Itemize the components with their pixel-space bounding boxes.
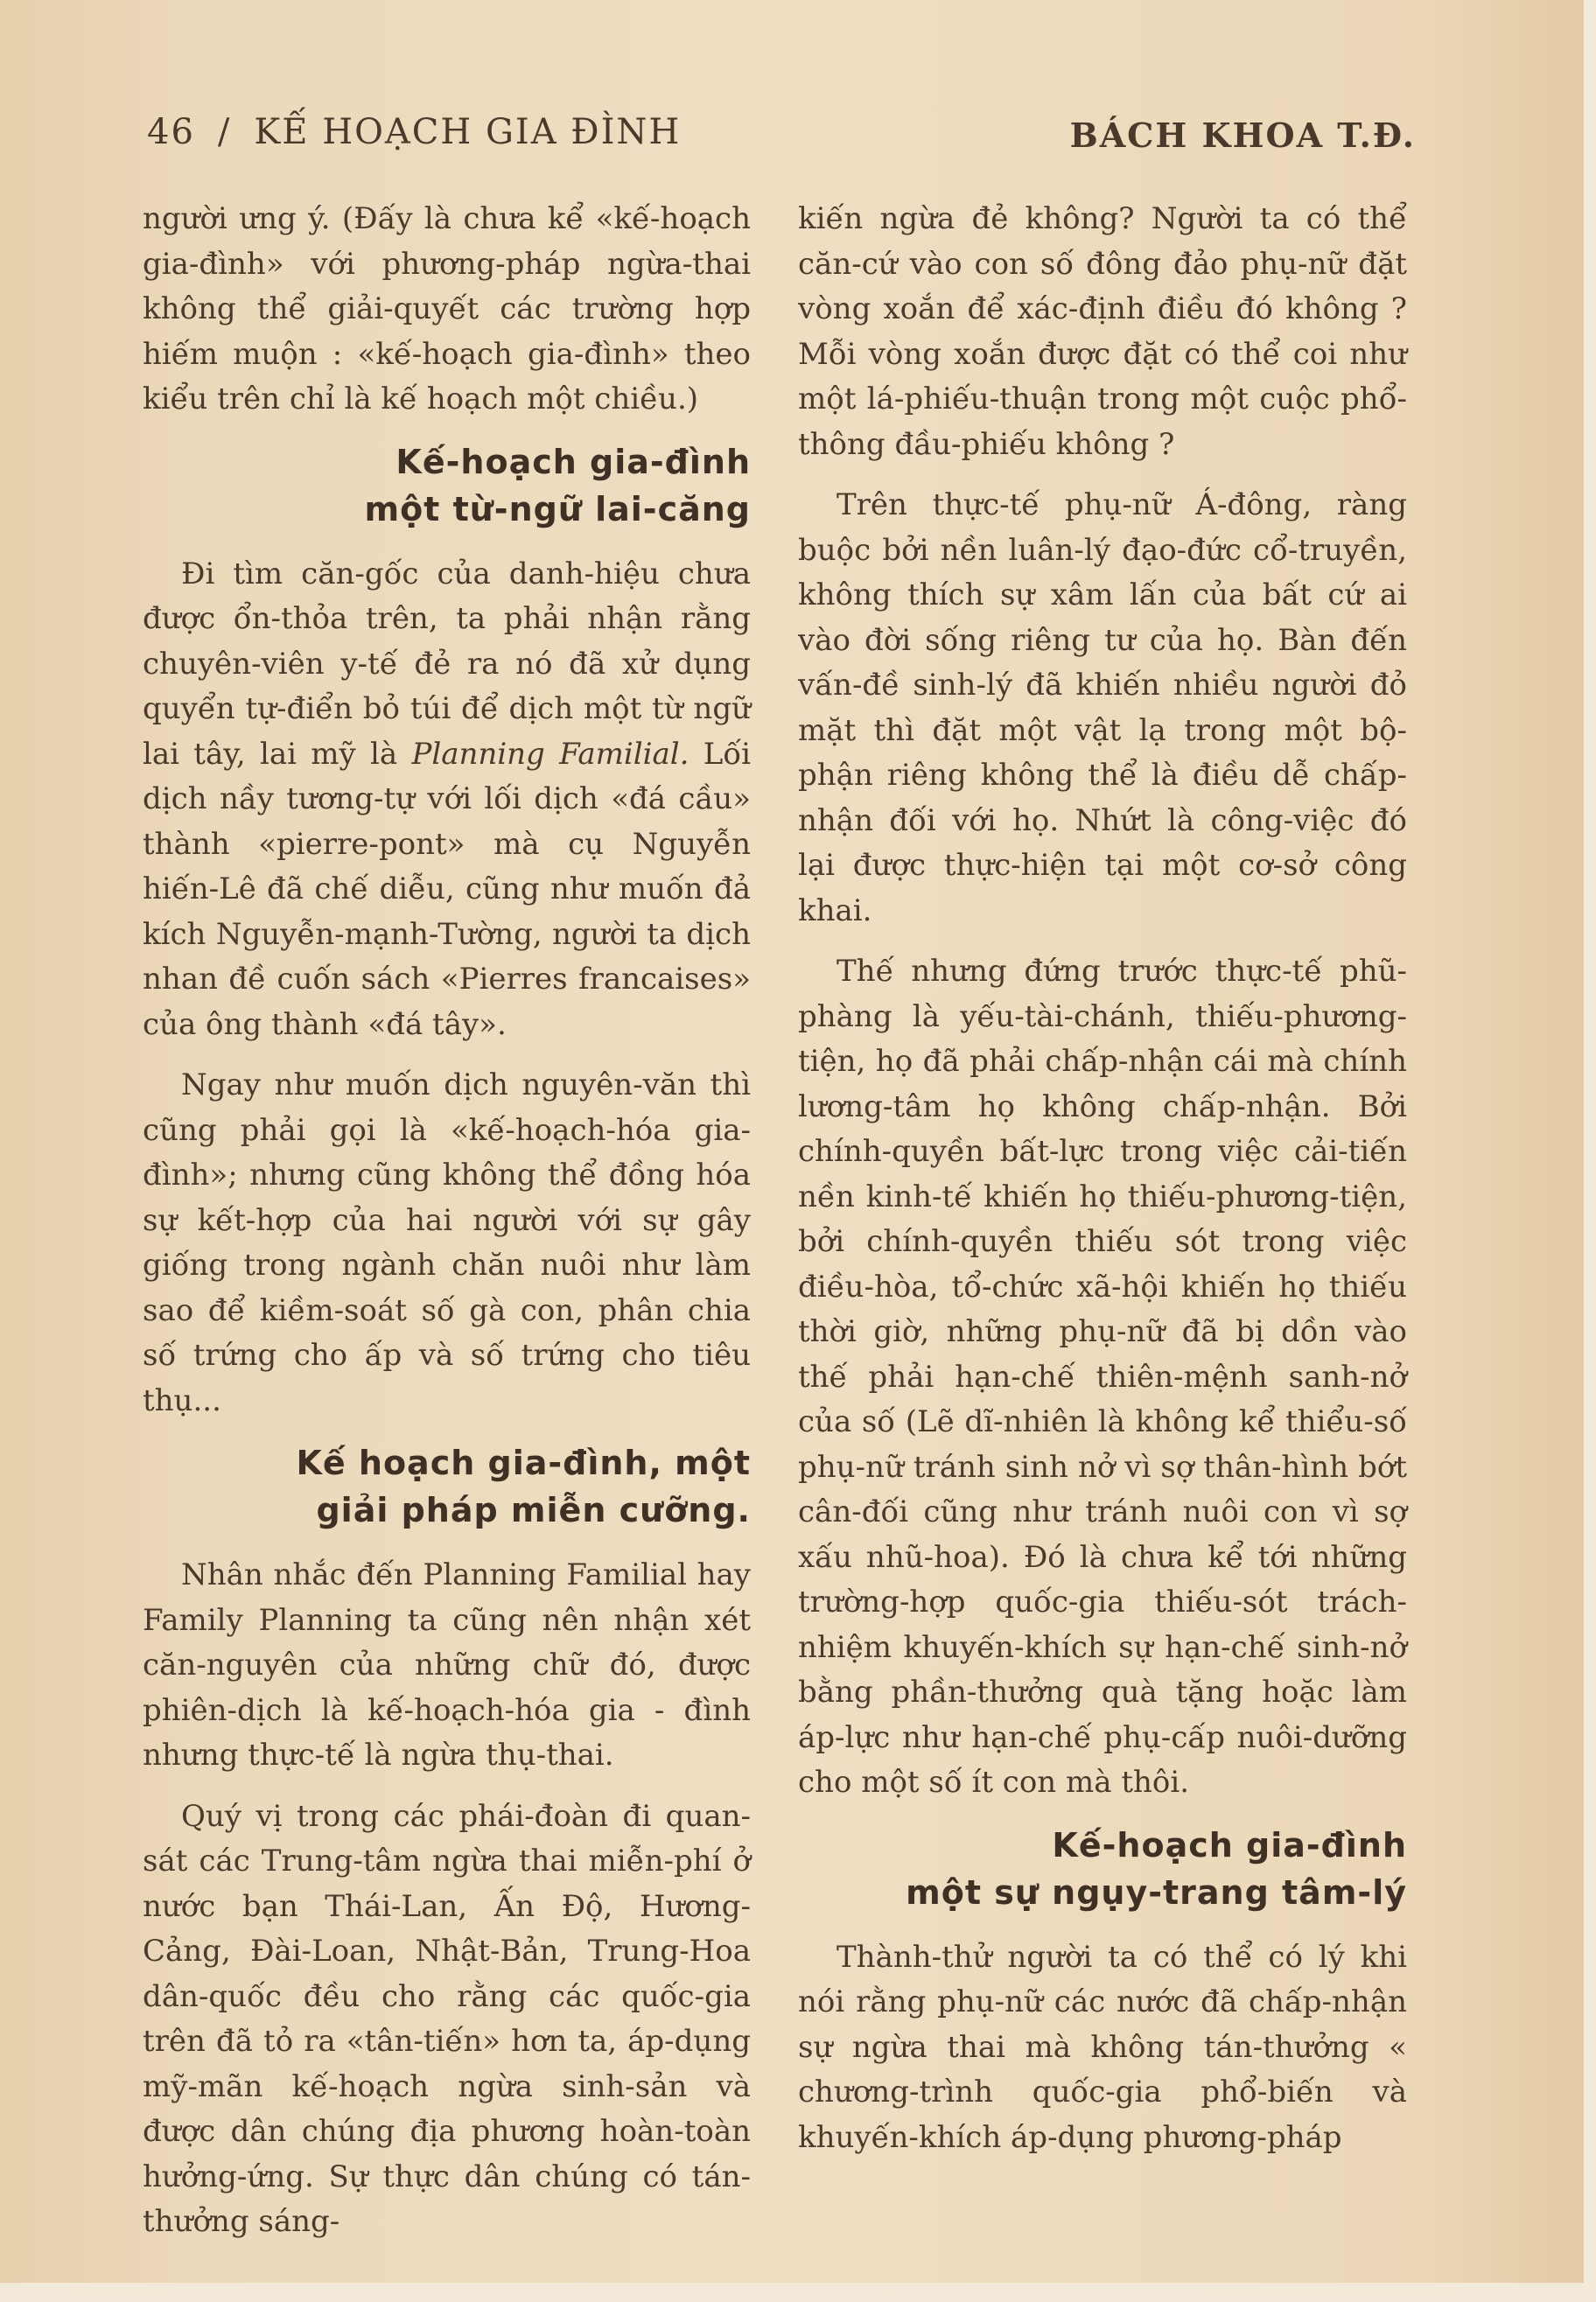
heading-line: một từ-ngữ lai-căng xyxy=(364,489,751,528)
page-number: 46 xyxy=(147,112,195,152)
paragraph: người ưng ý. (Đấy là chưa kể «kế-hoạch gia-đình» với phương-pháp ngừa-thai không thể giải-quyết các trường hợp hiếm muộn : «kế-hoạch gia-đình» theo kiểu trên chỉ là kế hoạch một chiều.) xyxy=(143,201,751,416)
section-heading xyxy=(798,1822,1407,1916)
page-header xyxy=(147,112,1416,164)
section-heading xyxy=(143,1439,751,1534)
heading-line: giải pháp miễn cưỡng. xyxy=(316,1491,751,1529)
heading-line: một sự ngụy-trang tâm-lý xyxy=(906,1872,1407,1912)
paragraph xyxy=(143,552,751,1048)
paragraph: Thế nhưng đứng trước thực-tế phũ-phàng là yếu-tài-chánh, thiếu-phương-tiện, họ đã phải chấp-nhận cái mà chính lương-tâm họ không chấp-nhận. Bởi chính-quyền bất-lực trong việc cải-tiến nền kinh-tế khiến họ thiếu-phương-tiện, bởi chính-quyền thiếu sót trong việc điều-hòa, tổ-chức xã-hội khiến họ thiếu thời giờ, những phụ-nữ đã bị dồn vào thế phải hạn-chế thiên-mệnh sanh-nở của số (Lẽ dĩ-nhiên là không kể thiểu-số phụ-nữ tránh sinh nở vì sợ thân-hình bớt cân-đối cũng như tránh nuôi con vì sợ xấu nhũ-hoa). Đó là chưa kể tới những trường-hợp quốc-gia thiếu-sót trách-nhiệm khuyến-khích sự hạn-chế sinh-nở bằng phần-thưởng quà tặng hoặc làm áp-lực như hạn-chế phụ-cấp nuôi-dưỡng cho một số ít con mà thôi. xyxy=(798,954,1407,1800)
paragraph: Nhân nhắc đến Planning Familial hay Family Planning ta cũng nên nhận xét căn-nguyên của những chữ đó, được phiên-dịch là kế-hoạch-hóa gia - đình nhưng thực-tế là ngừa thụ-thai. xyxy=(143,1557,751,1773)
page-bottom-margin xyxy=(0,2283,1596,2302)
page-right-margin xyxy=(1584,0,1596,2302)
paragraph-text: Lối dịch nầy tương-tự với lối dịch «đá cầu» thành «pierre-pont» mà cụ Nguyễn hiến-Lê đã chế diễu, cũng như muốn đả kích Nguyễn-mạnh-Tường, người ta dịch nhan đề cuốn sách «Pierres francaises» của ông thành «đá tây». xyxy=(143,736,751,1042)
paragraph: Ngay như muốn dịch nguyên-văn thì cũng phải gọi là «kế-hoạch-hóa gia-đình»; nhưng cũng không thể đồng hóa sự kết-hợp của hai người với sự gây giống trong ngành chăn nuôi như làm sao để kiềm-soát số gà con, phân chia số trứng cho ấp và số trứng cho tiêu thụ... xyxy=(143,1067,751,1418)
magazine-title: BÁCH KHOA T.Đ. xyxy=(1069,115,1416,155)
header-left xyxy=(147,112,681,152)
paragraph: kiến ngừa đẻ không? Người ta có thể căn-cứ vào con số đông đảo phụ-nữ đặt vòng xoắn để xác-định điều đó không ? Mỗi vòng xoắn được đặt có thể coi như một lá-phiếu-thuận trong một cuộc phổ-thông đầu-phiếu không ? xyxy=(798,201,1407,462)
heading-line: Kế-hoạch gia-đình xyxy=(1052,1825,1407,1865)
italic-term: Planning Familial. xyxy=(411,736,690,772)
heading-line: Kế hoạch gia-đình, một xyxy=(296,1444,751,1482)
header-separator: / xyxy=(217,112,232,152)
section-title: KẾ HOẠCH GIA ĐÌNH xyxy=(254,112,682,152)
section-heading xyxy=(143,438,751,533)
paragraph: Quý vị trong các phái-đoàn đi quan-sát các Trung-tâm ngừa thai miễn-phí ở nước bạn Thái-Lan, Ấn Độ, Hương-Cảng, Đài-Loan, Nhật-Bản, Trung-Hoa dân-quốc đều cho rằng các quốc-gia trên đã tỏ ra «tân-tiến» hơn ta, áp-dụng mỹ-mãn kế-hoạch ngừa sinh-sản và được dân chúng địa phương hoàn-toàn hưởng-ứng. Sự thực dân chúng có tán-thưởng sáng- xyxy=(143,1798,751,2239)
left-column xyxy=(143,197,751,2261)
paragraph-text: Đi tìm căn-gốc của danh-hiệu chưa được ổn-thỏa trên, ta phải nhận rằng chuyên-viên y-tế đẻ ra nó đã xử dụng quyển tự-điển bỏ túi để dịch một từ ngữ lai tây, lai mỹ là xyxy=(143,556,751,772)
right-column xyxy=(798,197,1407,2176)
paragraph: Thành-thử người ta có thể có lý khi nói rằng phụ-nữ các nước đã chấp-nhận sự ngừa thai mà không tán-thưởng « chương-trình quốc-gia phổ-biến và khuyến-khích áp-dụng phương-pháp xyxy=(798,1939,1407,2155)
paragraph: Trên thực-tế phụ-nữ Á-đông, ràng buộc bởi nền luân-lý đạo-đức cổ-truyền, không thích sự xâm lấn của bất cứ ai vào đời sống riêng tư của họ. Bàn đến vấn-đề sinh-lý đã khiến nhiều người đỏ mặt thì đặt một vật lạ trong một bộ-phận riêng không thể là điều dễ chấp-nhận đối với họ. Nhứt là công-việc đó lại được thực-hiện tại một cơ-sở công khai. xyxy=(798,487,1407,928)
heading-line: Kế-hoạch gia-đình xyxy=(396,442,751,481)
